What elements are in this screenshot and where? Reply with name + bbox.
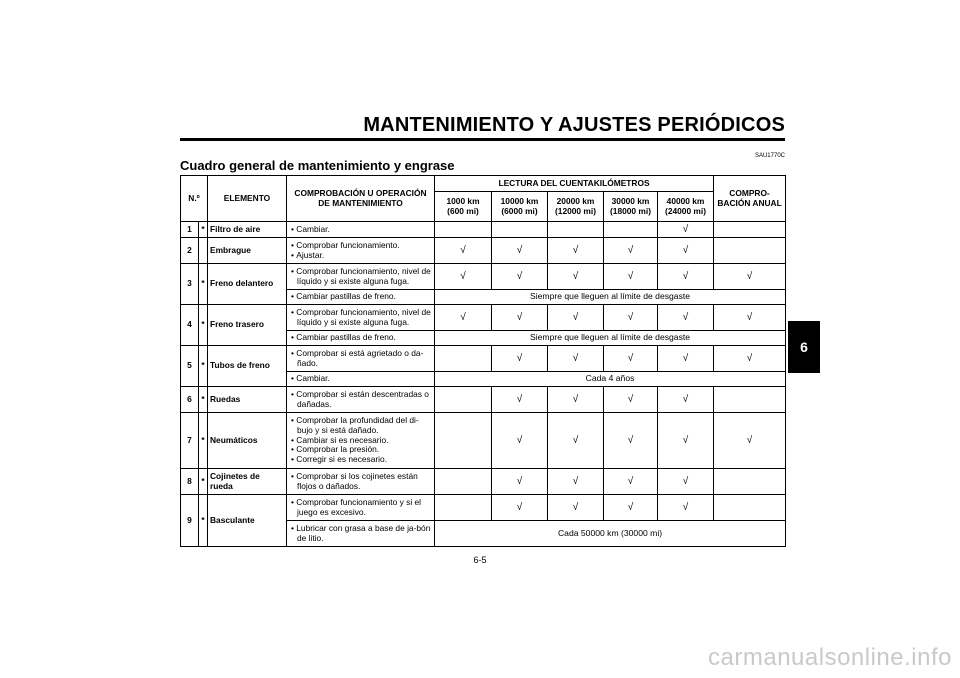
page-title: MANTENIMIENTO Y AJUSTES PERIÓDICOS: [363, 114, 785, 136]
table-row: 1 * Filtro de aire • Cambiar. √: [181, 222, 786, 238]
table-row: 3 * Freno delantero • Comprobar funcionamiento, nivel de líquido y si existe alguna fuga. √ √ √ √ √ √: [181, 264, 786, 290]
reference-code: SAU1770C: [754, 153, 785, 159]
header-lectura: LECTURA DEL CUENTAKILÓMETROS: [435, 176, 714, 192]
header-no: N.º: [181, 176, 208, 222]
header-odo-3: 20000 km (12000 mi): [548, 192, 604, 222]
check-mark: √: [658, 222, 714, 238]
title-rule: [180, 138, 785, 141]
table-row: 8 * Cojinetes de rueda • Comprobar si los cojinetes están flojos o dañados. √ √ √ √: [181, 469, 786, 495]
table-row: 2 Embrague • Comprobar funcionamiento. • Ajustar. √ √ √ √ √: [181, 238, 786, 264]
watermark: carmanualsonline.info: [708, 644, 952, 671]
table-row: 7 * Neumáticos • Comprobar la profundidad del di-bujo y si está dañado. • Cambiar si es necesario. • Comprobar la presión. • Corregir si es necesario. √ √ √ √ √: [181, 413, 786, 469]
table-row: • Lubricar con grasa a base de ja-bón de litio. Cada 50000 km (30000 mi): [181, 521, 786, 547]
header-odo-5: 40000 km (24000 mi): [658, 192, 714, 222]
table-row: 6 * Ruedas • Comprobar si están descentradas o dañadas. √ √ √ √: [181, 387, 786, 413]
table-row: 9 * Basculante • Comprobar funcionamiento y si el juego es excesivo. √ √ √ √: [181, 495, 786, 521]
table-row: • Cambiar. Cada 4 años: [181, 372, 786, 387]
header-elemento: ELEMENTO: [208, 176, 287, 222]
header-odo-4: 30000 km (18000 mi): [604, 192, 658, 222]
header-anual: COMPRO-BACIÓN ANUAL: [714, 176, 786, 222]
page-number: 6-5: [473, 555, 487, 565]
header-odo-2: 10000 km (6000 mi): [492, 192, 548, 222]
table-row: 4 * Freno trasero • Comprobar funcionamiento, nivel de líquido y si existe alguna fuga. √ √ √ √ √ √: [181, 305, 786, 331]
table-row: 5 * Tubos de freno • Comprobar si está agrietado o da-ñado. √ √ √ √ √: [181, 346, 786, 372]
chapter-tab: 6: [788, 321, 820, 373]
section-title: Cuadro general de mantenimiento y engrase: [180, 158, 455, 173]
table-row: • Cambiar pastillas de freno. Siempre que lleguen al límite de desgaste: [181, 331, 786, 346]
maintenance-table: [180, 175, 786, 547]
header-odo-1: 1000 km (600 mi): [435, 192, 492, 222]
table-row: • Cambiar pastillas de freno. Siempre que lleguen al límite de desgaste: [181, 290, 786, 305]
header-comprobacion: COMPROBACIÓN U OPERACIÓN DE MANTENIMIENTO: [287, 176, 435, 222]
